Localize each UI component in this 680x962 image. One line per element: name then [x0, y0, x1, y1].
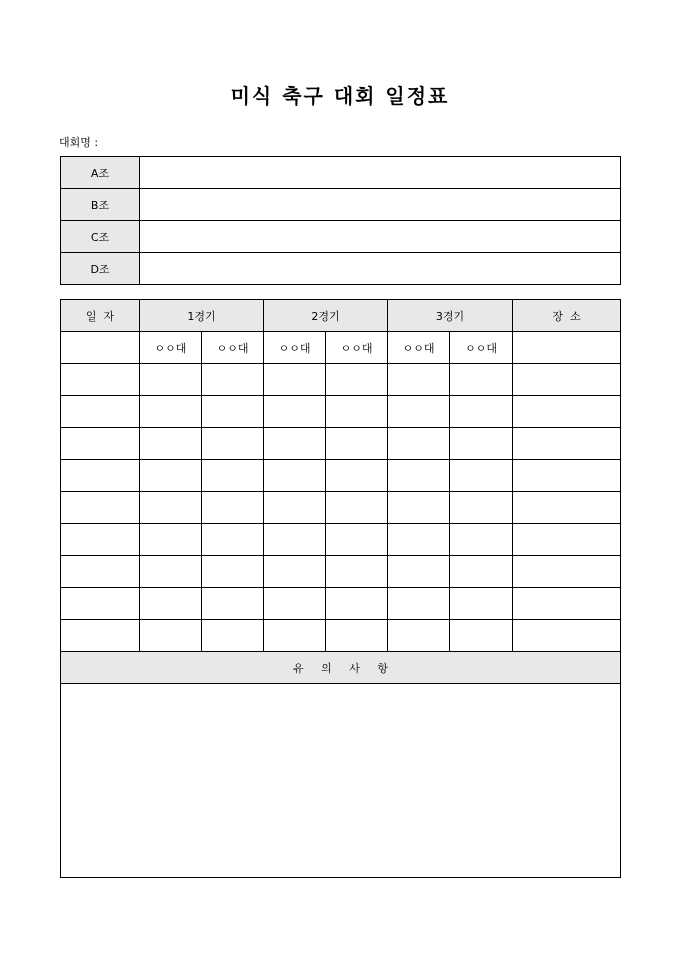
score-cell[interactable]: [264, 620, 326, 652]
match1-header: 1경기: [140, 300, 264, 332]
score-cell[interactable]: [202, 588, 264, 620]
group-row: [61, 189, 621, 221]
score-cell[interactable]: [388, 460, 450, 492]
date-cell[interactable]: [61, 332, 140, 364]
score-cell[interactable]: [202, 492, 264, 524]
score-cell[interactable]: [388, 524, 450, 556]
group-label: D조: [61, 253, 140, 285]
match3-header: 3경기: [388, 300, 513, 332]
date-cell[interactable]: [61, 492, 140, 524]
score-cell[interactable]: [388, 492, 450, 524]
tournament-name-label: 대회명 :: [59, 136, 99, 149]
score-cell[interactable]: [450, 492, 513, 524]
score-cell[interactable]: [140, 460, 202, 492]
score-cell[interactable]: [326, 524, 388, 556]
score-cell[interactable]: [450, 364, 513, 396]
date-header: 일 자: [61, 300, 140, 332]
schedule-row: [61, 492, 621, 524]
score-cell[interactable]: [264, 396, 326, 428]
venue-cell[interactable]: [513, 620, 621, 652]
score-cell[interactable]: [450, 524, 513, 556]
team-label: ㅇㅇ대: [388, 332, 450, 364]
score-cell[interactable]: [326, 364, 388, 396]
score-cell[interactable]: [388, 364, 450, 396]
schedule-header-row: [61, 300, 621, 332]
score-cell[interactable]: [202, 428, 264, 460]
notes-header: 유 의 사 항: [61, 652, 621, 684]
schedule-row: [61, 524, 621, 556]
score-cell[interactable]: [202, 396, 264, 428]
group-label: A조: [61, 157, 140, 189]
score-cell[interactable]: [264, 556, 326, 588]
team-label: ㅇㅇ대: [326, 332, 388, 364]
notes-content-area[interactable]: [61, 684, 621, 878]
score-cell[interactable]: [326, 460, 388, 492]
venue-cell[interactable]: [513, 460, 621, 492]
score-cell[interactable]: [326, 556, 388, 588]
page-title: 미식 축구 대회 일정표: [230, 84, 450, 108]
score-cell[interactable]: [202, 524, 264, 556]
group-value-field[interactable]: [140, 157, 621, 189]
match2-header: 2경기: [264, 300, 388, 332]
score-cell[interactable]: [450, 588, 513, 620]
team-label: ㅇㅇ대: [202, 332, 264, 364]
score-cell[interactable]: [140, 364, 202, 396]
score-cell[interactable]: [264, 364, 326, 396]
score-cell[interactable]: [326, 588, 388, 620]
venue-header: 장 소: [513, 300, 621, 332]
team-row: [61, 332, 621, 364]
score-cell[interactable]: [388, 588, 450, 620]
score-cell[interactable]: [202, 620, 264, 652]
group-label: B조: [61, 189, 140, 221]
group-row: [61, 221, 621, 253]
score-cell[interactable]: [140, 620, 202, 652]
team-label: ㅇㅇ대: [140, 332, 202, 364]
schedule-row: [61, 364, 621, 396]
score-cell[interactable]: [326, 620, 388, 652]
score-cell[interactable]: [202, 460, 264, 492]
date-cell[interactable]: [61, 428, 140, 460]
venue-cell[interactable]: [513, 364, 621, 396]
score-cell[interactable]: [450, 428, 513, 460]
date-cell[interactable]: [61, 524, 140, 556]
score-cell[interactable]: [140, 556, 202, 588]
score-cell[interactable]: [140, 492, 202, 524]
score-cell[interactable]: [326, 396, 388, 428]
score-cell[interactable]: [326, 492, 388, 524]
score-cell[interactable]: [202, 364, 264, 396]
group-row: [61, 157, 621, 189]
venue-cell[interactable]: [513, 396, 621, 428]
date-cell[interactable]: [61, 588, 140, 620]
schedule-row: [61, 620, 621, 652]
venue-cell[interactable]: [513, 524, 621, 556]
date-cell[interactable]: [61, 556, 140, 588]
schedule-table: [60, 299, 621, 878]
date-cell[interactable]: [61, 364, 140, 396]
group-value-field[interactable]: [140, 253, 621, 285]
score-cell[interactable]: [450, 556, 513, 588]
score-cell[interactable]: [326, 428, 388, 460]
score-cell[interactable]: [264, 588, 326, 620]
score-cell[interactable]: [388, 428, 450, 460]
score-cell[interactable]: [388, 396, 450, 428]
team-label: ㅇㅇ대: [450, 332, 513, 364]
score-cell[interactable]: [450, 620, 513, 652]
score-cell[interactable]: [264, 492, 326, 524]
schedule-row: [61, 588, 621, 620]
date-cell[interactable]: [61, 460, 140, 492]
schedule-row: [61, 556, 621, 588]
score-cell[interactable]: [264, 428, 326, 460]
score-cell[interactable]: [140, 428, 202, 460]
group-value-field[interactable]: [140, 189, 621, 221]
venue-cell[interactable]: [513, 556, 621, 588]
score-cell[interactable]: [140, 588, 202, 620]
date-cell[interactable]: [61, 396, 140, 428]
schedule-row: [61, 428, 621, 460]
score-cell[interactable]: [388, 620, 450, 652]
score-cell[interactable]: [140, 524, 202, 556]
venue-cell[interactable]: [513, 588, 621, 620]
score-cell[interactable]: [264, 524, 326, 556]
schedule-row: [61, 460, 621, 492]
team-label: ㅇㅇ대: [264, 332, 326, 364]
score-cell[interactable]: [388, 556, 450, 588]
score-cell[interactable]: [140, 396, 202, 428]
score-cell[interactable]: [450, 396, 513, 428]
score-cell[interactable]: [264, 460, 326, 492]
schedule-row: [61, 396, 621, 428]
venue-cell[interactable]: [513, 428, 621, 460]
score-cell[interactable]: [202, 556, 264, 588]
group-label: C조: [61, 221, 140, 253]
date-cell[interactable]: [61, 620, 140, 652]
group-row: [61, 253, 621, 285]
venue-cell[interactable]: [513, 492, 621, 524]
score-cell[interactable]: [450, 460, 513, 492]
group-value-field[interactable]: [140, 221, 621, 253]
venue-cell[interactable]: [513, 332, 621, 364]
group-table: [60, 156, 621, 285]
